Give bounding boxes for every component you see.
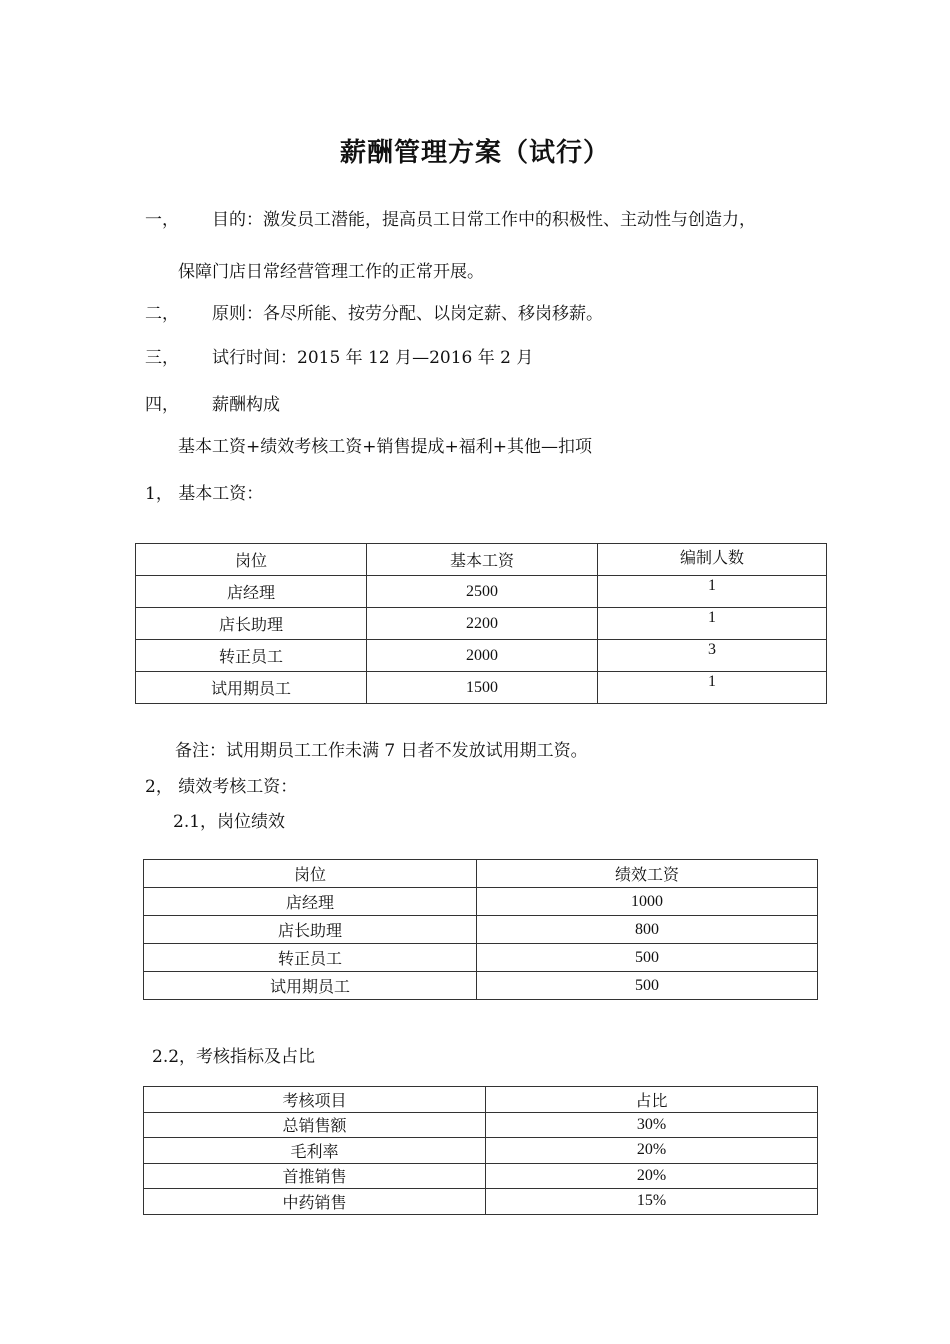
table-row (144, 972, 818, 1000)
section-principle-text: 原则：各尽所能、按劳分配、以岗定薪、移岗移薪。 (212, 304, 603, 324)
section-composition-text: 薪酬构成 (212, 395, 280, 415)
table-header-row (144, 1087, 818, 1113)
table-cell: 800 (477, 916, 818, 944)
table-cell: 店长助理 (144, 916, 477, 944)
base-salary-note: 备注：试用期员工工作未满 7 日者不发放试用期工资。 (175, 741, 588, 761)
table-row (144, 1112, 818, 1138)
position-performance-subheading: 2.1，岗位绩效 (173, 812, 286, 832)
table-cell: 1 (598, 608, 827, 640)
section-number: 三， (145, 348, 179, 368)
table-cell: 30% (486, 1112, 818, 1138)
section-purpose-continued: 保障门店日常经营管理工作的正常开展。 (178, 262, 484, 282)
table-row (144, 916, 818, 944)
table-cell: 总销售额 (144, 1112, 486, 1138)
table-cell: 1500 (367, 672, 598, 704)
table-header-row (136, 544, 827, 576)
table-cell: 1 (598, 672, 827, 704)
table-cell: 转正员工 (136, 640, 367, 672)
table-cell: 1 (598, 576, 827, 608)
section-purpose-text: 目的：激发员工潜能，提高员工日常工作中的积极性、主动性与创造力， (212, 210, 756, 230)
section-number: 四， (145, 395, 179, 415)
table-header-cell: 编制人数 (598, 544, 827, 576)
kpi-subheading: 2.2，考核指标及占比 (152, 1047, 316, 1067)
salary-formula: 基本工资+绩效考核工资+销售提成+福利+其他—扣项 (178, 437, 592, 457)
table-cell: 店长助理 (136, 608, 367, 640)
table-row (144, 1138, 818, 1164)
table-cell: 试用期员工 (136, 672, 367, 704)
table-cell: 2200 (367, 608, 598, 640)
table-header-cell: 考核项目 (144, 1087, 486, 1113)
table-cell: 20% (486, 1163, 818, 1189)
table-cell: 2500 (367, 576, 598, 608)
base-salary-table (135, 543, 827, 704)
table-row (136, 672, 827, 704)
table-cell: 2000 (367, 640, 598, 672)
table-cell: 中药销售 (144, 1189, 486, 1215)
kpi-ratio-table (143, 1086, 818, 1215)
table-cell: 店经理 (136, 576, 367, 608)
table-cell: 转正员工 (144, 944, 477, 972)
table-header-cell: 占比 (486, 1087, 818, 1113)
table-row (136, 608, 827, 640)
section-number: 二， (145, 304, 179, 324)
table-row (144, 1163, 818, 1189)
table-row (144, 888, 818, 916)
table-cell: 首推销售 (144, 1163, 486, 1189)
table-cell: 1000 (477, 888, 818, 916)
base-salary-heading: 1， 基本工资： (145, 484, 264, 504)
table-header-row (144, 860, 818, 888)
table-row (144, 944, 818, 972)
table-row (136, 576, 827, 608)
table-header-cell: 绩效工资 (477, 860, 818, 888)
table-cell: 500 (477, 944, 818, 972)
table-cell: 20% (486, 1138, 818, 1164)
table-header-cell: 岗位 (136, 544, 367, 576)
document-title: 薪酬管理方案（试行） (339, 138, 610, 168)
table-header-cell: 基本工资 (367, 544, 598, 576)
table-cell: 500 (477, 972, 818, 1000)
table-cell: 3 (598, 640, 827, 672)
table-cell: 15% (486, 1189, 818, 1215)
table-header-cell: 岗位 (144, 860, 477, 888)
section-number: 一， (145, 210, 179, 230)
section-trial-period-text: 试行时间：2015 年 12 月—2016 年 2 月 (212, 348, 534, 368)
performance-salary-table (143, 859, 818, 1000)
performance-heading: 2， 绩效考核工资： (145, 777, 298, 797)
table-cell: 毛利率 (144, 1138, 486, 1164)
table-cell: 店经理 (144, 888, 477, 916)
table-cell: 试用期员工 (144, 972, 477, 1000)
table-row (136, 640, 827, 672)
table-row (144, 1189, 818, 1215)
